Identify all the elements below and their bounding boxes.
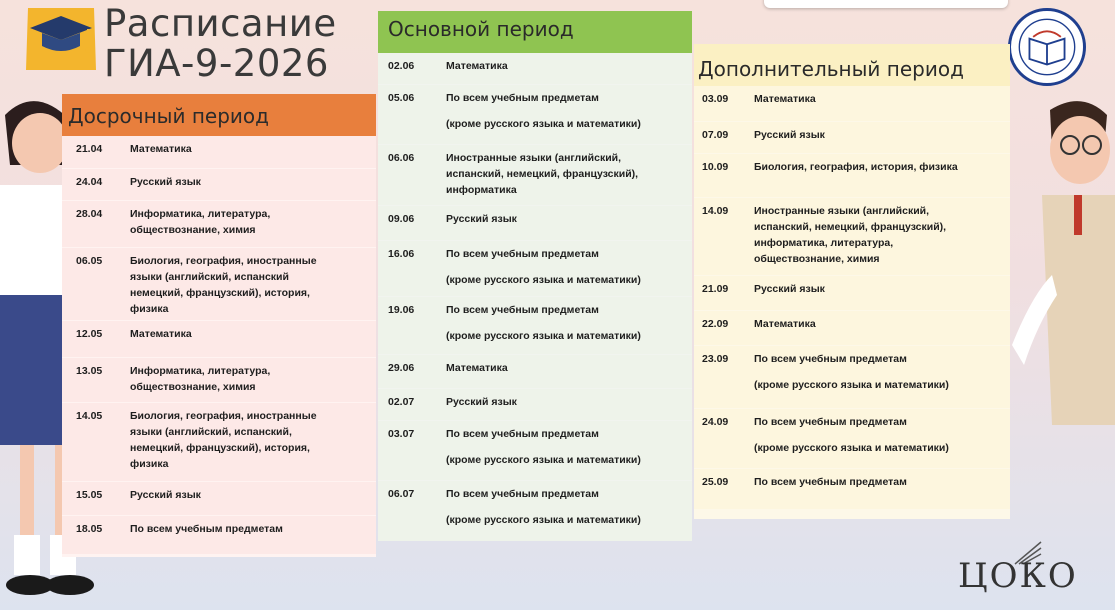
exam-subject-text: По всем учебным предметам (754, 416, 907, 428)
exam-subject-text: Математика (754, 93, 816, 105)
title-line-2: ГИА-9-2026 (104, 42, 329, 85)
exam-subject-text: По всем учебным предметам (446, 488, 599, 500)
main-row (378, 355, 692, 388)
exam-subject (130, 248, 376, 320)
early-row (62, 321, 376, 357)
main-row (378, 241, 692, 296)
exam-subject (446, 85, 692, 144)
exam-subject (446, 481, 692, 541)
exam-subject-text: Математика (130, 143, 192, 155)
exam-subject-note: (кроме русского языка и математики) (754, 379, 949, 391)
exam-subject-note: (кроме русского языка и математики) (754, 442, 949, 454)
exam-date: 24.09 (702, 416, 729, 428)
exam-subject-text: По всем учебным предметам (130, 523, 283, 535)
exam-subject (446, 53, 692, 84)
exam-subject (446, 206, 692, 240)
exam-subject (754, 346, 1010, 408)
exam-date: 19.06 (388, 304, 415, 316)
exam-subject (130, 169, 376, 200)
main-row (378, 53, 692, 84)
exam-subject-text: Русский язык (446, 213, 517, 225)
exam-date: 29.06 (388, 362, 415, 374)
exam-subject-text: По всем учебным предметам (446, 304, 599, 316)
exam-subject-text: По всем учебным предметам (754, 353, 907, 365)
exam-subject-text: Иностранные языки (английский, испанский, немецкий, французский), информатика, литература, обществознание, химия (754, 205, 947, 265)
early-row (62, 358, 376, 402)
graduation-cap-icon (22, 2, 100, 74)
early-row (62, 136, 376, 168)
extra-row (694, 311, 1010, 345)
exam-subject-text: Математика (446, 60, 508, 72)
exam-subject-note: (кроме русского языка и математики) (446, 118, 641, 130)
exam-date: 14.09 (702, 205, 729, 217)
exam-subject-text: По всем учебным предметам (446, 92, 599, 104)
main-period-header: Основной период (378, 11, 692, 53)
exam-subject-note: (кроме русского языка и математики) (446, 454, 641, 466)
exam-subject (130, 321, 376, 357)
exam-subject (446, 145, 692, 205)
exam-subject-text: По всем учебным предметам (754, 476, 907, 488)
exam-date: 15.05 (76, 489, 103, 501)
exam-subject-text: Математика (754, 318, 816, 330)
exam-subject (754, 122, 1010, 153)
exam-date: 02.06 (388, 60, 415, 72)
exam-subject (446, 421, 692, 480)
main-row (378, 145, 692, 205)
exam-date: 21.09 (702, 283, 729, 295)
main-row (378, 85, 692, 144)
exam-date: 22.09 (702, 318, 729, 330)
top-banner (764, 0, 1008, 8)
exam-date: 24.04 (76, 176, 103, 188)
exam-date: 16.06 (388, 248, 415, 260)
tsoko-logo-text: ЦОКО (958, 556, 1078, 596)
exam-date: 12.05 (76, 328, 103, 340)
exam-date: 02.07 (388, 396, 415, 408)
main-row (378, 297, 692, 354)
main-period-panel (378, 11, 692, 540)
exam-subject-text: По всем учебным предметам (446, 248, 599, 260)
exam-subject (130, 403, 376, 481)
exam-subject (130, 201, 376, 247)
exam-subject (130, 482, 376, 515)
exam-date: 03.07 (388, 428, 415, 440)
main-row (378, 421, 692, 480)
exam-subject (130, 136, 376, 168)
extra-row (694, 409, 1010, 468)
exam-subject-text: Биология, география, иностранные языки (английский, испанский немецкий, французский), история, физика (130, 255, 317, 315)
exam-date: 18.05 (76, 523, 103, 535)
early-row (62, 169, 376, 200)
exam-subject (754, 409, 1010, 468)
extra-row (694, 469, 1010, 509)
exam-subject-text: Биология, география, история, физика (754, 161, 958, 173)
exam-subject-note: (кроме русского языка и математики) (446, 274, 641, 286)
exam-subject-note: (кроме русского языка и математики) (446, 514, 641, 526)
early-row (62, 516, 376, 554)
exam-subject (130, 358, 376, 402)
exam-date: 21.04 (76, 143, 103, 155)
page-title (104, 4, 337, 84)
exam-subject (446, 241, 692, 296)
exam-date: 07.09 (702, 129, 729, 141)
early-row (62, 482, 376, 515)
exam-date: 06.07 (388, 488, 415, 500)
exam-subject-text: Математика (130, 328, 192, 340)
early-row (62, 248, 376, 320)
exam-date: 10.09 (702, 161, 729, 173)
exam-subject (754, 86, 1010, 121)
exam-date: 06.06 (388, 152, 415, 164)
early-row (62, 201, 376, 247)
exam-date: 03.09 (702, 93, 729, 105)
extra-row (694, 198, 1010, 275)
exam-subject-text: Русский язык (754, 129, 825, 141)
exam-date: 14.05 (76, 410, 103, 422)
extra-row (694, 276, 1010, 310)
exam-subject (754, 198, 1010, 275)
exam-subject (130, 516, 376, 554)
exam-subject-text: Русский язык (446, 396, 517, 408)
institute-emblem-icon (1008, 8, 1086, 86)
title-line-1: Расписание (104, 2, 337, 45)
exam-subject (446, 355, 692, 388)
main-row (378, 389, 692, 420)
exam-subject (446, 297, 692, 354)
exam-date: 23.09 (702, 353, 729, 365)
early-row (62, 403, 376, 481)
exam-subject-text: Информатика, литература, обществознание, химия (130, 208, 271, 236)
early-period-panel (62, 94, 376, 557)
extra-row (694, 122, 1010, 153)
exam-subject-text: Иностранные языки (английский, испанский, немецкий, французский), информатика (446, 152, 639, 196)
student-boy-illustration (1012, 95, 1115, 425)
exam-date: 09.06 (388, 213, 415, 225)
extra-row (694, 86, 1010, 121)
exam-subject (754, 154, 1010, 197)
exam-subject (754, 469, 1010, 509)
exam-subject-text: Биология, география, иностранные языки (английский, испанский, немецкий, французский), история, физика (130, 410, 317, 470)
exam-subject (446, 389, 692, 420)
main-row (378, 206, 692, 240)
main-row (378, 481, 692, 541)
extra-row (694, 154, 1010, 197)
extra-period-panel (694, 44, 1010, 519)
extra-period-header: Дополнительный период (694, 44, 1010, 86)
exam-date: 06.05 (76, 255, 103, 267)
extra-row (694, 346, 1010, 408)
exam-subject-text: Информатика, литература, обществознание, химия (130, 365, 271, 393)
exam-subject-text: Русский язык (130, 176, 201, 188)
exam-date: 05.06 (388, 92, 415, 104)
exam-subject-text: Математика (446, 362, 508, 374)
exam-subject-text: По всем учебным предметам (446, 428, 599, 440)
exam-date: 28.04 (76, 208, 103, 220)
exam-date: 25.09 (702, 476, 729, 488)
exam-subject-note: (кроме русского языка и математики) (446, 330, 641, 342)
exam-date: 13.05 (76, 365, 103, 377)
exam-subject-text: Русский язык (130, 489, 201, 501)
exam-subject (754, 276, 1010, 310)
early-period-header: Досрочный период (62, 94, 376, 136)
exam-subject (754, 311, 1010, 345)
exam-subject-text: Русский язык (754, 283, 825, 295)
